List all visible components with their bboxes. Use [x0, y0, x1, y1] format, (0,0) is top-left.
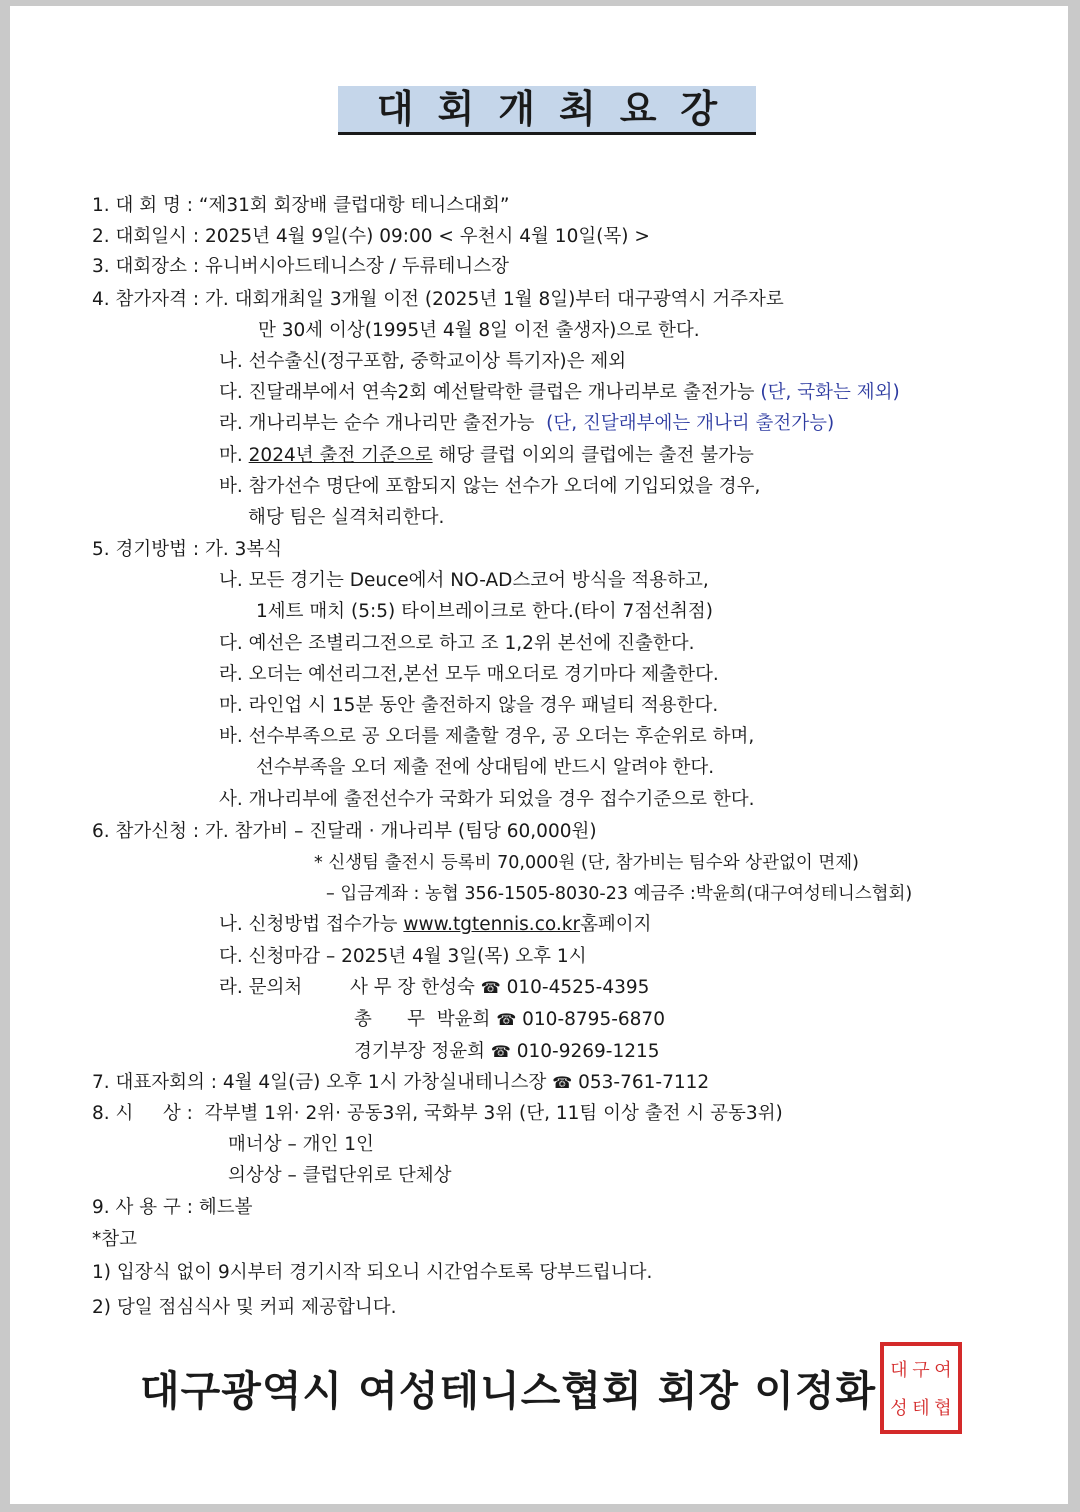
item-2: 2. 대회일시 : 2025년 4월 9일(수) 09:00 < 우천시 4월 10일(목) > [92, 226, 650, 247]
item-4-ma: 마. 2024년 출전 기준으로 해당 클럽 이외의 클럽에는 출전 불가능 [219, 445, 754, 466]
item-4-ba: 바. 참가선수 명단에 포함되지 않는 선수가 오더에 기입되었을 경우, [219, 476, 761, 497]
item-9: 9. 사 용 구 : 헤드볼 [92, 1197, 253, 1218]
page-title: 대회개최요강 [338, 86, 756, 135]
website-link[interactable]: www.tgtennis.co.kr [403, 914, 581, 935]
item-5-ba-cont: 선수부족을 오더 제출 전에 상대팀에 반드시 알려야 한다. [256, 757, 715, 778]
item-6-ga-note-2: – 입금계좌 : 농협 356-1505-8030-23 예금주 :박윤희(대구여성테니스협회) [326, 884, 913, 904]
phone-icon: ☎ [490, 1042, 511, 1061]
item-5: 5. 경기방법 : 가. 3복식 [92, 539, 283, 560]
signature: 대구광역시 여성테니스협회 회장 이정화 [140, 1367, 877, 1415]
contact-row: 총 무 박윤희 ☎ 010-8795-6870 [354, 1009, 665, 1030]
item-6-da: 다. 신청마감 – 2025년 4월 3일(목) 오후 1시 [219, 946, 587, 967]
document-page [10, 6, 1068, 1504]
contact-row: 경기부장 정윤희 ☎ 010-9269-1215 [354, 1041, 660, 1062]
item-6: 6. 참가신청 : 가. 참가비 – 진달래 · 개나리부 (팀당 60,000원) [92, 821, 597, 842]
item-8: 8. 시 상 : 각부별 1위· 2위· 공동3위, 국화부 3위 (단, 11팀 이상 출전 시 공동3위) [92, 1103, 783, 1124]
phone-icon: ☎ [552, 1073, 573, 1092]
item-6-ga-note-1: * 신생팀 출전시 등록비 70,000원 (단, 참가비는 팀수와 상관없이 면제) [314, 853, 859, 873]
note-1: 1) 입장식 없이 9시부터 경기시작 되오니 시간엄수토록 당부드립니다. [92, 1262, 653, 1283]
item-5-da: 다. 예선은 조별리그전으로 하고 조 1,2위 본선에 진출한다. [219, 633, 695, 654]
item-5-sa: 사. 개나리부에 출전선수가 국화가 되었을 경우 접수기준으로 한다. [219, 789, 755, 810]
phone-icon: ☎ [496, 1010, 517, 1029]
item-5-na-cont: 1세트 매치 (5:5) 타이브레이크로 한다.(타이 7점선취점) [256, 601, 714, 622]
item-5-ma: 마. 라인업 시 15분 동안 출전하지 않을 경우 패널티 적용한다. [219, 695, 719, 716]
item-5-ra: 라. 오더는 예선리그전,본선 모두 매오더로 경기마다 제출한다. [219, 664, 719, 685]
item-6-na: 나. 신청방법 접수가능 www.tgtennis.co.kr홈페이지 [219, 914, 652, 935]
item-5-na: 나. 모든 경기는 Deuce에서 NO-AD스코어 방식을 적용하고, [219, 570, 709, 591]
item-5-ba: 바. 선수부족으로 공 오더를 제출할 경우, 공 오더는 후순위로 하며, [219, 726, 755, 747]
item-1: 1. 대 회 명 : “제31회 회장배 클럽대항 테니스대회” [92, 195, 510, 216]
item-8-costume: 의상상 – 클럽단위로 단체상 [228, 1165, 452, 1186]
notes-heading: *참고 [92, 1229, 137, 1250]
official-seal: 대 구 여 성 테 협 [880, 1342, 962, 1434]
item-8-manner: 매너상 – 개인 1인 [228, 1134, 374, 1155]
contact-row: 사 무 장 한성숙 ☎ 010-4525-4395 [350, 977, 650, 998]
item-3: 3. 대회장소 : 유니버시아드테니스장 / 두류테니스장 [92, 256, 509, 277]
item-4: 4. 참가자격 : 가. 대회개최일 3개월 이전 (2025년 1월 8일)부터 대구광역시 거주자로 [92, 289, 784, 310]
item-6-ra: 라. 문의처 [219, 977, 303, 998]
item-4-ba-cont: 해당 팀은 실격처리한다. [248, 507, 445, 528]
phone-icon: ☎ [480, 978, 501, 997]
item-4-da: 다. 진달래부에서 연속2회 예선탈락한 클럽은 개나리부로 출전가능 (단, 국화는 제외) [219, 382, 900, 403]
item-7: 7. 대표자회의 : 4월 4일(금) 오후 1시 가창실내테니스장 ☎ 053-761-7112 [92, 1072, 710, 1093]
item-4-na: 나. 선수출신(정구포함, 중학교이상 특기자)은 제외 [219, 351, 627, 372]
item-4-ra: 라. 개나리부는 순수 개나리만 출전가능 (단, 진달래부에는 개나리 출전가능) [219, 413, 835, 434]
item-4-ga-cont: 만 30세 이상(1995년 4월 8일 이전 출생자)으로 한다. [258, 320, 700, 341]
note-2: 2) 당일 점심식사 및 커피 제공합니다. [92, 1297, 397, 1318]
